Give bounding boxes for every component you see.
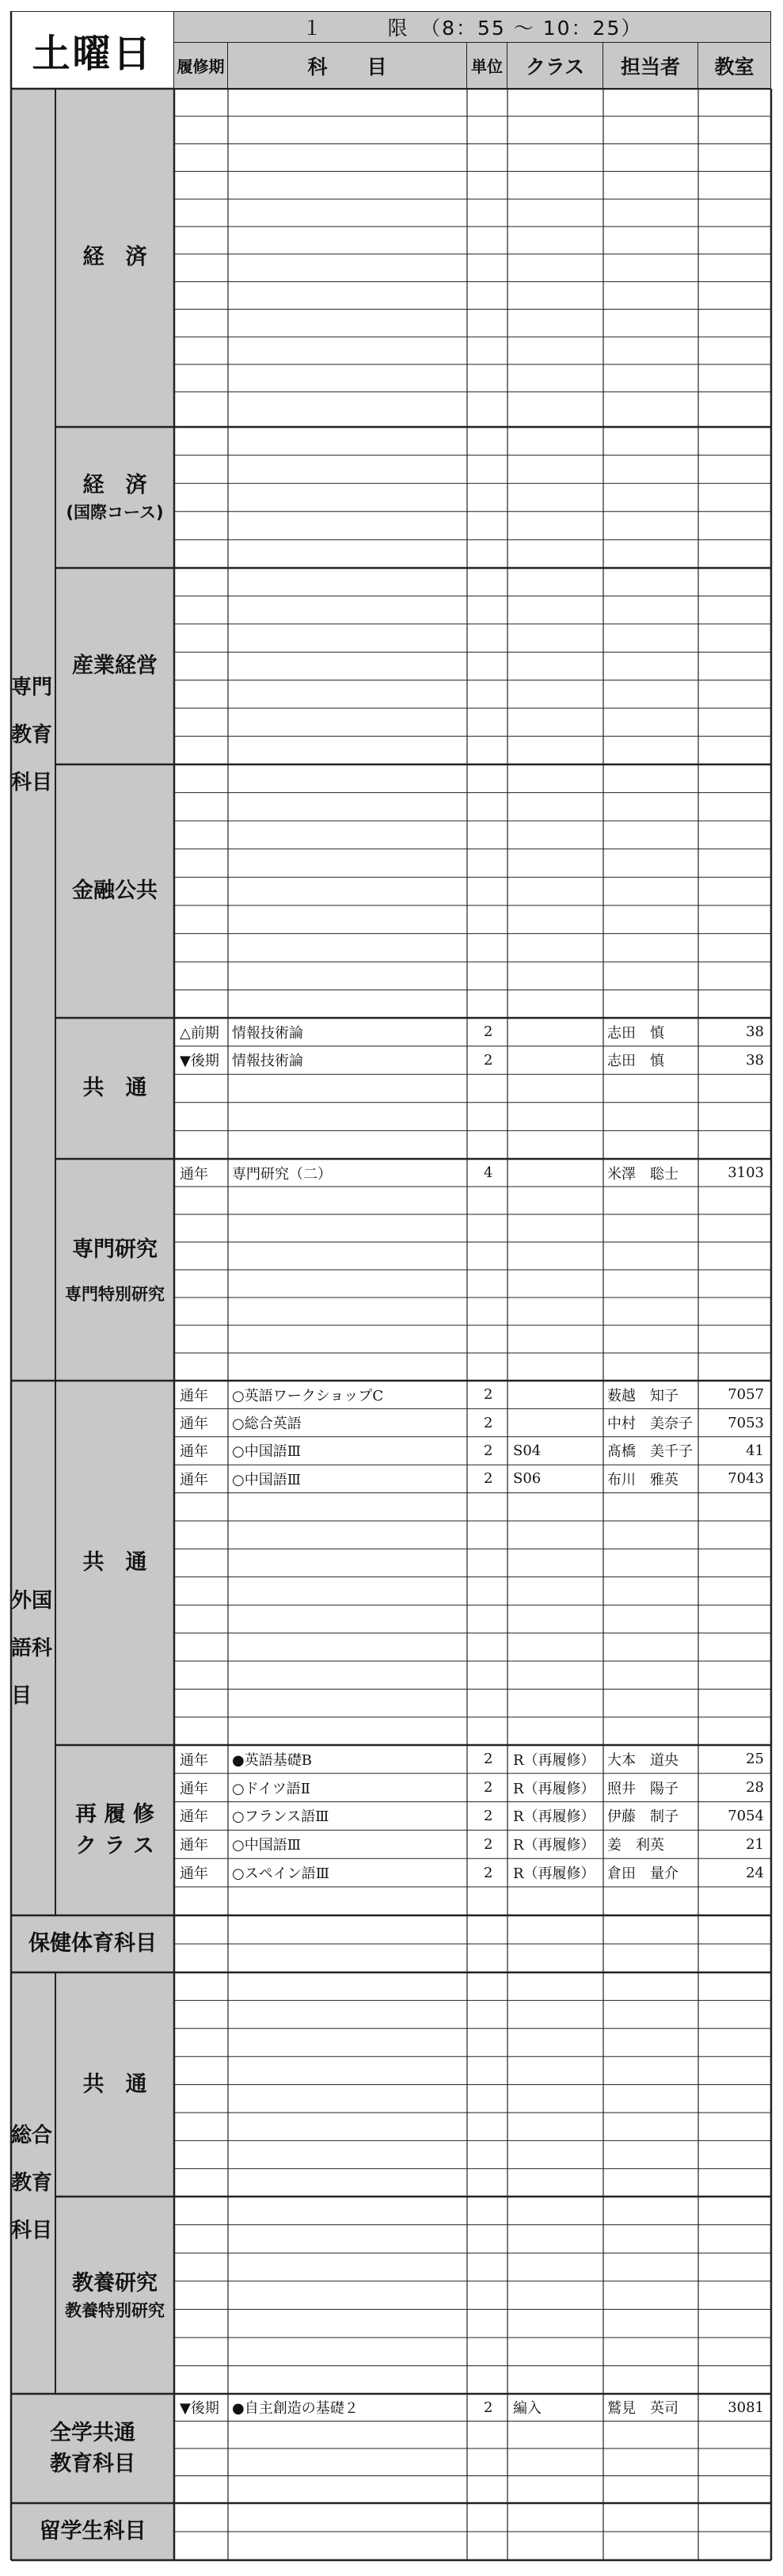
category-hoken: 保健体育科目	[29, 1931, 157, 1957]
course-room: 3103	[728, 1164, 764, 1181]
course-room: 7053	[728, 1414, 764, 1431]
course-term: 通年	[180, 1443, 208, 1461]
course-room: 28	[746, 1779, 764, 1797]
course-class: S06	[513, 1470, 542, 1488]
course-room: 41	[746, 1442, 764, 1459]
col-header-room: 教室	[697, 42, 771, 89]
course-class	[508, 1047, 602, 1074]
group-gaikokugo-kyotsu: 共 通	[82, 1550, 147, 1576]
col-header-units: 単位	[466, 42, 507, 89]
course-subject: 専門研究（二）	[232, 1165, 332, 1183]
course-subject: 情報技術論	[232, 1024, 303, 1042]
course-room: 25	[746, 1751, 764, 1768]
course-term: 通年	[180, 1471, 208, 1488]
course-class: S04	[513, 1442, 542, 1459]
category-senmon-char: 専	[11, 675, 32, 699]
category-zengaku: 全学共通 教育科目	[50, 2420, 135, 2476]
category-senmon-char: 育	[32, 722, 53, 747]
category-senmon-char: 門	[32, 675, 53, 699]
group-senmon-kyotsu: 共 通	[82, 1076, 147, 1101]
group-kyoyo-kenkyu: 教養研究 教養特別研究	[65, 2270, 165, 2320]
category-sogo-char: 目	[32, 2219, 53, 2243]
course-units: 2	[484, 2399, 493, 2416]
course-teacher: 大本 道央	[607, 1751, 678, 1769]
course-subject: ○中国語Ⅲ	[232, 1837, 302, 1854]
course-teacher: 志田 慎	[607, 1024, 664, 1042]
course-units: 2	[484, 1807, 493, 1824]
course-room: 21	[746, 1835, 764, 1853]
category-gaikokugo	[11, 1381, 55, 1915]
course-class: R（再履修）	[513, 1751, 595, 1769]
course-subject: ○スペイン語Ⅲ	[232, 1865, 330, 1883]
course-term: ▼後期	[180, 1053, 219, 1070]
category-sogo-text	[11, 2112, 55, 2254]
category-sogo-char: 総	[11, 2124, 32, 2147]
course-teacher: 倉田 量介	[607, 1865, 678, 1883]
course-room: 7057	[728, 1386, 764, 1404]
category-gaikokugo-char: 外	[11, 1588, 32, 1613]
course-term: 通年	[180, 1837, 208, 1854]
course-teacher: 鷲見 英司	[607, 2400, 678, 2418]
course-class: R（再履修）	[513, 1837, 595, 1854]
course-teacher: 髙橋 美千子	[607, 1443, 693, 1461]
category-gaikokugo-char: 語	[11, 1636, 32, 1660]
category-gaikokugo-text	[11, 1577, 55, 1720]
course-room: 38	[746, 1023, 764, 1041]
category-senmon-char: 教	[11, 722, 32, 747]
course-room: 7043	[728, 1470, 764, 1488]
course-units: 2	[484, 1835, 493, 1853]
course-term: ▼後期	[180, 2400, 219, 2418]
category-sogo	[11, 1972, 55, 2394]
course-units: 2	[484, 1470, 493, 1488]
group-sairishu: 再 履 修 ク ラ ス	[75, 1802, 154, 1858]
course-units: 2	[484, 1864, 493, 1881]
course-subject: ●英語基礎B	[232, 1751, 312, 1769]
col-header-subject: 科 目	[227, 42, 467, 89]
course-class: R（再履修）	[513, 1865, 595, 1883]
group-sogo-kyotsu: 共 通	[82, 2071, 147, 2097]
course-subject: ●自主創造の基礎２	[232, 2400, 359, 2418]
course-units: 2	[484, 1779, 493, 1797]
course-class: 編入	[513, 2400, 542, 2418]
category-ryugakusei: 留学生科目	[39, 2519, 146, 2544]
category-senmon-char: 科	[11, 770, 32, 795]
course-term: 通年	[180, 1780, 208, 1797]
course-teacher: 姜 利英	[607, 1837, 664, 1854]
course-units: 2	[484, 1442, 493, 1459]
course-teacher: 薮越 知子	[607, 1387, 678, 1404]
category-sogo-char: 科	[11, 2219, 32, 2243]
course-subject: ○中国語Ⅲ	[232, 1471, 302, 1488]
category-senmon-text	[11, 664, 55, 806]
course-teacher: 中村 美奈子	[607, 1416, 693, 1433]
group-kinyu: 金融公共	[72, 878, 158, 904]
category-sogo-char: 教	[11, 2171, 32, 2195]
category-gaikokugo-char: 国	[32, 1588, 53, 1613]
course-term: 通年	[180, 1416, 208, 1433]
course-units: 2	[484, 1414, 493, 1431]
course-teacher: 照井 陽子	[607, 1780, 678, 1797]
category-gaikokugo-char: 目	[11, 1683, 32, 1708]
course-units: 2	[484, 1051, 493, 1069]
course-class	[508, 1160, 602, 1186]
category-senmon	[11, 88, 55, 1381]
group-senmon-kenkyu: 専門研究 専門特別研究	[65, 1237, 165, 1304]
course-units: 2	[484, 1023, 493, 1041]
course-class: R（再履修）	[513, 1808, 595, 1826]
course-teacher: 伊藤 制子	[607, 1808, 678, 1826]
col-header-class: クラス	[507, 42, 603, 89]
group-keizai-kokusai: 経 済 (国際コース)	[66, 473, 164, 523]
course-subject: ○ドイツ語Ⅱ	[232, 1780, 311, 1797]
course-teacher: 志田 慎	[607, 1053, 664, 1070]
course-subject: ○総合英語	[232, 1416, 302, 1433]
course-class: R（再履修）	[513, 1780, 595, 1797]
course-units: 2	[484, 1751, 493, 1768]
course-teacher: 米澤 聡士	[607, 1165, 678, 1183]
col-header-term: 履修期	[173, 42, 228, 89]
category-sogo-char: 合	[32, 2124, 53, 2147]
course-subject: 情報技術論	[232, 1053, 303, 1070]
course-room: 24	[746, 1864, 764, 1881]
course-subject: ○中国語Ⅲ	[232, 1443, 302, 1461]
course-term: 通年	[180, 1165, 208, 1183]
course-class	[508, 1409, 602, 1435]
category-gaikokugo-char: 科	[32, 1636, 53, 1660]
course-class	[508, 1019, 602, 1046]
course-teacher: 布川 雅英	[607, 1471, 678, 1488]
course-units: 4	[484, 1164, 493, 1181]
group-keizai: 経 済	[82, 245, 147, 270]
day-title	[11, 11, 174, 89]
course-term: 通年	[180, 1751, 208, 1769]
course-term: △前期	[180, 1024, 219, 1042]
course-room: 7054	[728, 1807, 764, 1824]
category-sogo-char: 育	[32, 2171, 53, 2195]
col-header-teacher: 担当者	[602, 42, 698, 89]
course-term: 通年	[180, 1387, 208, 1404]
course-room: 38	[746, 1051, 764, 1069]
course-class	[508, 1381, 602, 1408]
course-subject: ○フランス語Ⅲ	[232, 1808, 329, 1826]
period-header	[173, 11, 771, 43]
period-text: １ 限 （8：55 ～ 10：25）	[302, 17, 643, 40]
course-term: 通年	[180, 1865, 208, 1883]
course-term: 通年	[180, 1808, 208, 1826]
category-senmon-char: 目	[32, 770, 53, 795]
group-sangyo: 産業経営	[72, 654, 158, 679]
day-title-text: 土曜日	[32, 31, 154, 76]
course-subject: ○英語ワークショップC	[232, 1387, 384, 1404]
course-units: 2	[484, 1386, 493, 1404]
course-room: 3081	[728, 2399, 764, 2416]
